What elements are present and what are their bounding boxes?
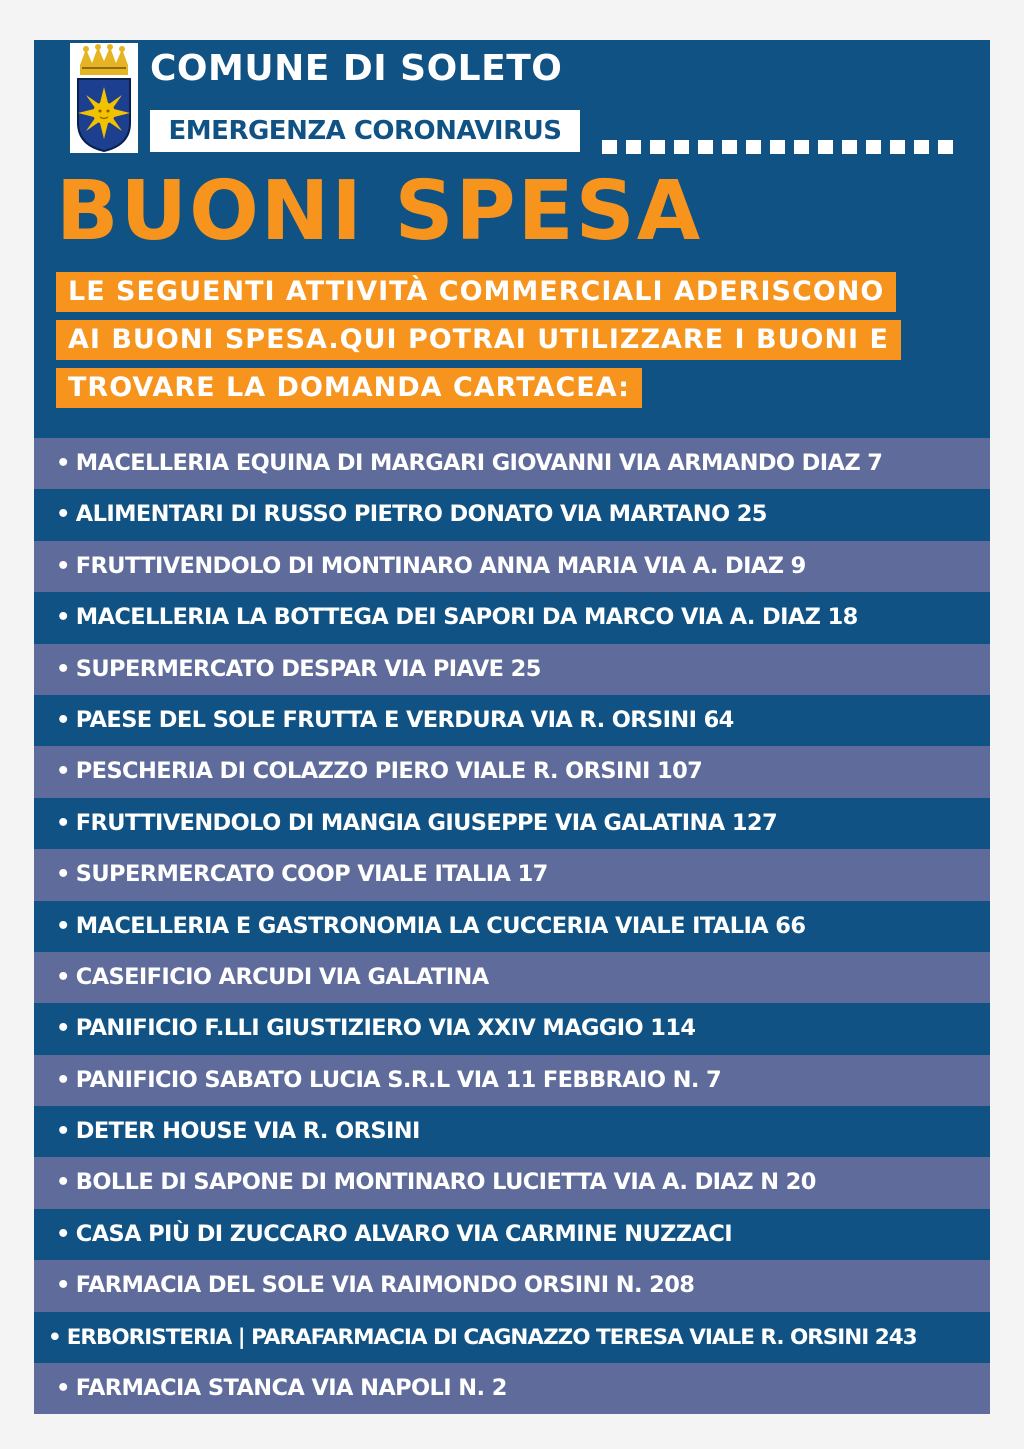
list-item: • ALIMENTARI DI RUSSO PIETRO DONATO VIA MARTANO 25 [34, 489, 990, 540]
soleto-coat-of-arms-icon [70, 43, 138, 153]
list-item: • PESCHERIA DI COLAZZO PIERO VIALE R. ORSINI 107 [34, 746, 990, 797]
list-item: • SUPERMERCATO COOP VIALE ITALIA 17 [34, 849, 990, 900]
list-item: • MACELLERIA EQUINA DI MARGARI GIOVANNI VIA ARMANDO DIAZ 7 [34, 438, 990, 489]
list-item: • FRUTTIVENDOLO DI MANGIA GIUSEPPE VIA GALATINA 127 [34, 798, 990, 849]
intro-line: AI BUONI SPESA.QUI POTRAI UTILIZZARE I BUONI E [56, 320, 901, 360]
decorative-dots [602, 140, 953, 154]
list-item: • ERBORISTERIA | PARAFARMACIA DI CAGNAZZO TERESA VIALE R. ORSINI 243 [34, 1312, 990, 1363]
municipality-title: COMUNE DI SOLETO [150, 48, 563, 89]
poster [34, 40, 990, 1408]
intro-line: TROVARE LA DOMANDA CARTACEA: [56, 368, 642, 408]
list-item: • SUPERMERCATO DESPAR VIA PIAVE 25 [34, 644, 990, 695]
list-item: • FARMACIA STANCA VIA NAPOLI N. 2 [34, 1363, 990, 1414]
list-item: • PANIFICIO F.LLI GIUSTIZIERO VIA XXIV MAGGIO 114 [34, 1003, 990, 1054]
list-item: • PAESE DEL SOLE FRUTTA E VERDURA VIA R. ORSINI 64 [34, 695, 990, 746]
list-item: • MACELLERIA LA BOTTEGA DEI SAPORI DA MARCO VIA A. DIAZ 18 [34, 592, 990, 643]
list-item: • BOLLE DI SAPONE DI MONTINARO LUCIETTA VIA A. DIAZ N 20 [34, 1157, 990, 1208]
list-item: • PANIFICIO SABATO LUCIA S.R.L VIA 11 FEBBRAIO N. 7 [34, 1055, 990, 1106]
list-item: • CASEIFICIO ARCUDI VIA GALATINA [34, 952, 990, 1003]
list-item: • CASA PIÙ DI ZUCCARO ALVARO VIA CARMINE NUZZACI [34, 1209, 990, 1260]
list-item: • FRUTTIVENDOLO DI MONTINARO ANNA MARIA VIA A. DIAZ 9 [34, 541, 990, 592]
list-item: • MACELLERIA E GASTRONOMIA LA CUCCERIA VIALE ITALIA 66 [34, 901, 990, 952]
emergency-subtitle: EMERGENZA CORONAVIRUS [150, 110, 580, 152]
page-title: BUONI SPESA [56, 164, 703, 259]
intro-text [56, 272, 956, 416]
intro-line: LE SEGUENTI ATTIVITÀ COMMERCIALI ADERISCONO [56, 272, 896, 312]
business-list [34, 438, 990, 1414]
list-item: • DETER HOUSE VIA R. ORSINI [34, 1106, 990, 1157]
list-item: • FARMACIA DEL SOLE VIA RAIMONDO ORSINI N. 208 [34, 1260, 990, 1311]
